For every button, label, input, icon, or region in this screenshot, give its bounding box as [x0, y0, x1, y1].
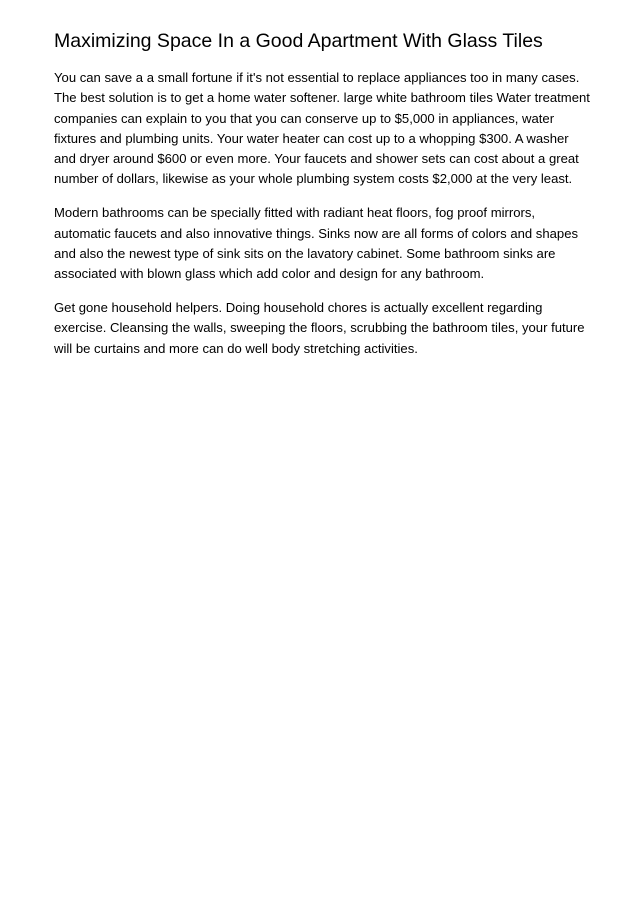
paragraph-3: Get gone household helpers. Doing household chores is actually excellent regarding exercise. Cleansing the walls, sweeping the floors, scrubbing the bathroom tiles, your future will be curtains and more can do well body stretching activities.	[54, 299, 585, 356]
paragraph-1: You can save a a small fortune if it's not essential to replace appliances too in many cases. The best solution is to get a home water softener. large white bathroom tiles Water treatment companies can explain to you that you can conserve up to $5,000 in appliances, water fixtures and plumbing units. Your water heater can cost up to a whopping $300. A washer and dryer around $600 or even more. Your faucets and shower sets can cost about a great number of dollars, likewise as your whole plumbing system costs $2,000 at the very least.	[54, 70, 590, 187]
document-page	[54, 27, 594, 372]
paragraph-2: Modern bathrooms can be specially fitted with radiant heat floors, fog proof mirrors, automatic faucets and also innovative things. Sinks now are all forms of colors and shapes and also the newest type of sink sits on the lavatory cabinet. Some bathroom sinks are associated with blown glass which add color and design for any bathroom.	[54, 205, 579, 282]
document-title: Maximizing Space In a Good Apartment With Glass Tiles	[54, 30, 543, 52]
